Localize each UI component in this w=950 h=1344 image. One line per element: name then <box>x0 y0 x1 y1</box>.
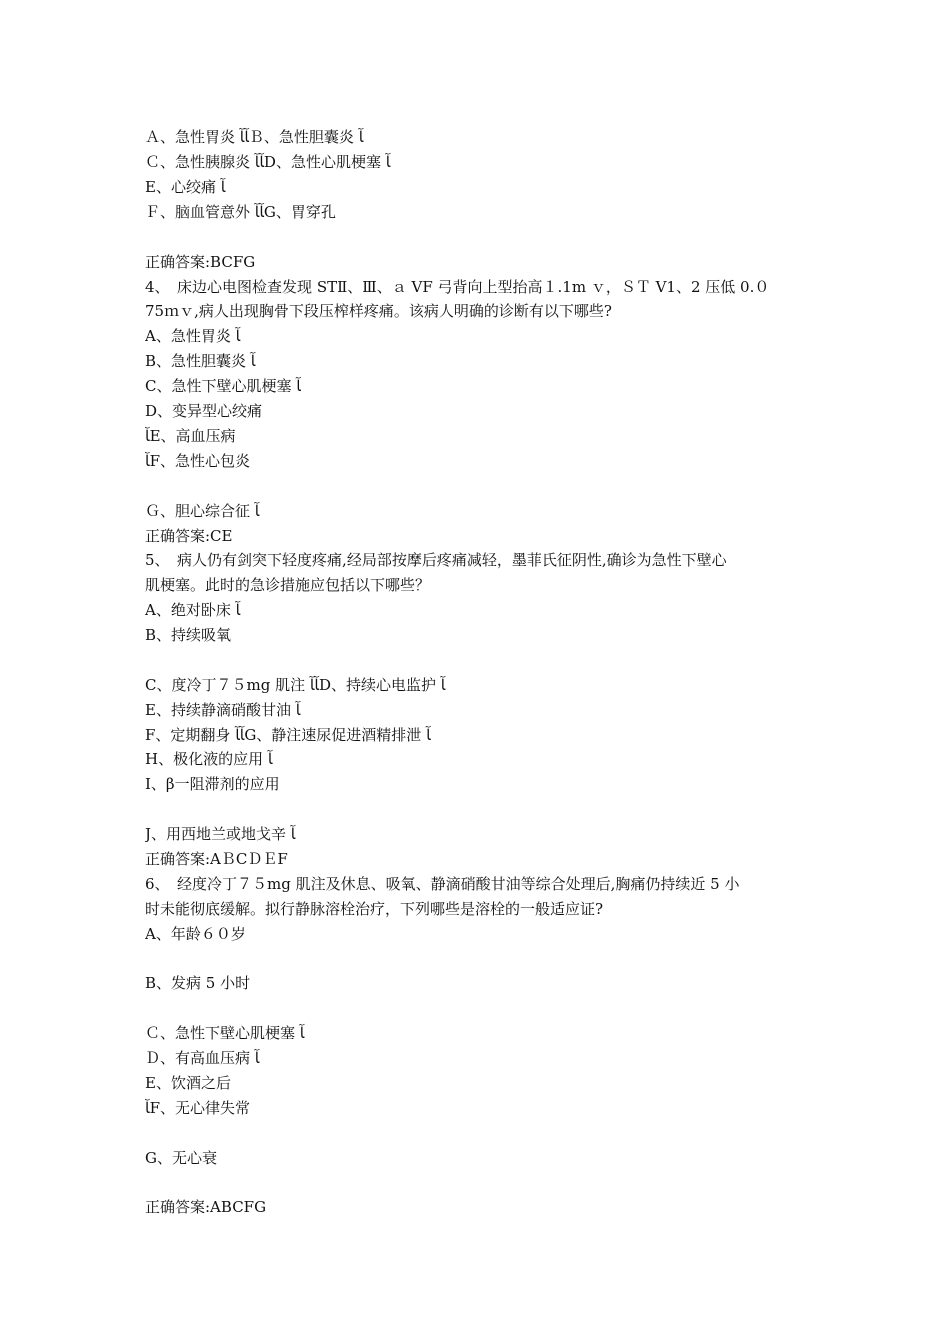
q4-option-e: ﺂE、高血压病 <box>145 427 236 445</box>
q3-options-c-d: Ｃ、急性胰腺炎 ﺂﺂD、急性心肌梗塞 ﺂ <box>145 153 391 171</box>
q4-option-f: ﺂF、急性心包炎 <box>145 452 250 470</box>
q4-option-d: D、变异型心绞痛 <box>145 402 263 420</box>
q4-option-a: A、急性胃炎 ﺂ <box>145 327 241 345</box>
q6-option-a: A、年龄６０岁 <box>145 925 246 943</box>
q6-option-b: B、发病 5 小时 <box>145 974 251 992</box>
q5-option-j: J、用西地兰或地戈辛 ﺂ <box>145 825 296 843</box>
q4-option-g: Ｇ、胆心综合征 ﺂ <box>145 502 260 520</box>
q3-options-a-b: Ａ、急性胃炎 ﻿ﺂﺂＢ、急性胆囊炎 ﺂ <box>145 128 364 146</box>
q6-option-f: ﺂF、无心律失常 <box>145 1099 250 1117</box>
q6-answer: 正确答案:ABCFG <box>145 1198 267 1216</box>
q3-answer: 正确答案:BCFG <box>145 253 256 271</box>
q5-options-f-g: F、定期翻身 ﺂﺂG、静注速尿促进酒精排泄 ﺂ <box>145 726 431 744</box>
q5-option-b: B、持续吸氧 <box>145 626 232 644</box>
q5-options-c-d: C、度冷丁７５mg 肌注 ﺂﺂD、持续心电监护 ﺂ <box>145 676 446 694</box>
q5-option-e: E、持续静滴硝酸甘油 ﺂ <box>145 701 301 719</box>
q3-options-f-g: Ｆ、脑血管意外 ﺂﺂG、胃穿孔 <box>145 203 336 221</box>
q6-option-g: G、无心衰 <box>145 1149 217 1167</box>
q4-option-c: C、急性下壁心肌梗塞 ﺂ <box>145 377 301 395</box>
q5-option-h: H、极化液的应用 ﺂ <box>145 750 273 768</box>
q4-option-b: B、急性胆囊炎 ﺂ <box>145 352 256 370</box>
q5-option-a: A、绝对卧床 ﺂ <box>145 601 241 619</box>
q4-stem-line2: 75ｍｖ,病人出现胸骨下段压榨样疼痛。该病人明确的诊断有以下哪些? <box>145 302 612 320</box>
q4-stem-line1: 4、 床边心电图检查发现 STⅡ、Ⅲ、ａ VF 弓背向上型抬高１.1m ｖ，ＳＴ V1、2 压低 0.０ <box>145 278 770 296</box>
q6-option-c: Ｃ、急性下壁心肌梗塞 ﺂ <box>145 1024 305 1042</box>
q5-stem-line2: 肌梗塞。此时的急诊措施应包括以下哪些？ <box>145 576 431 594</box>
q6-stem-line2: 时未能彻底缓解。拟行静脉溶栓治疗，下列哪些是溶栓的一般适应证? <box>145 900 604 918</box>
q6-option-e: E、饮酒之后 <box>145 1074 231 1092</box>
q5-answer: 正确答案:AＢCＤＥF <box>145 850 288 868</box>
q6-option-d: Ｄ、有高血压病 ﺂ <box>145 1049 260 1067</box>
q4-answer: 正确答案:CE <box>145 527 233 545</box>
q3-option-e: E、心绞痛 ﺂ <box>145 178 226 196</box>
q5-stem-line1: 5、 病人仍有剑突下轻度疼痛,经局部按摩后疼痛减轻，墨菲氏征阴性,确诊为急性下壁心 <box>145 551 727 569</box>
q6-stem-line1: 6、 经度冷丁７５mg 肌注及休息、吸氧、静滴硝酸甘油等综合处理后,胸痛仍持续近 5 小 <box>145 875 740 893</box>
q5-option-i: I、β一阻滞剂的应用 <box>145 775 280 793</box>
